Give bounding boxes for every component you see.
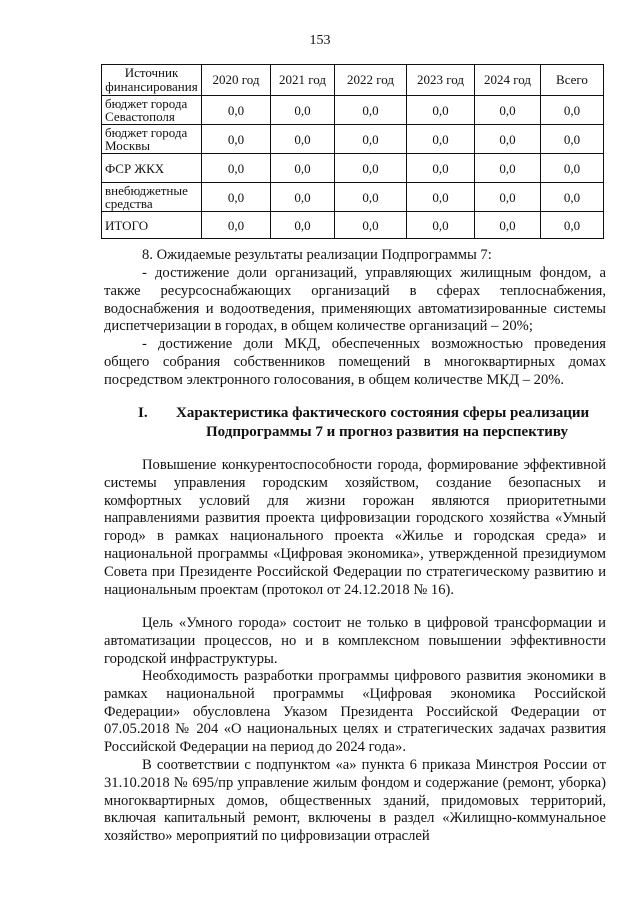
column-header: Всего (541, 65, 604, 96)
financing-table (101, 64, 604, 239)
column-header: Источник финансирования (102, 65, 202, 96)
section-8-title: 8. Ожидаемые результаты реализации Подпрограммы 7: (142, 247, 492, 263)
table-row-total (102, 212, 604, 239)
body-paragraph: Цель «Умного города» состоит не только в цифровой трансформации и автоматизации процессов, но и в комплексном повышении эффективности городской инфраструктуры. (104, 615, 606, 667)
value-cell: 0,0 (475, 154, 541, 183)
value-cell: 0,0 (335, 154, 407, 183)
expected-result-item: - достижение доли организаций, управляющих жилищным фондом, а также ресурсоснабжающих организаций в сферах теплоснабжения, водоснабжения и водоотведения, применяющих автоматизированные системы диспетчеризации в городах, в общем количестве организаций – 20%; (104, 265, 606, 335)
value-cell: 0,0 (475, 96, 541, 125)
section-title-line: Характеристика фактического состояния сферы реализации (176, 405, 590, 421)
body-paragraph: Повышение конкурентоспособности города, формирование эффективной системы управления городским хозяйством, создание безопасных и комфортных условий для жизни горожан являются приоритетными направлениями развития проекта цифровизации городского хозяйства «Умный город» в рамках национального проекта «Жилье и городская среда» и национальной программы «Цифровая экономика», утвержденной президиумом Совета при Президенте Российской Федерации по стратегическому развитию и национальным проектам (протокол от 24.12.2018 № 16). (104, 457, 606, 598)
expected-result-item: - достижение доли МКД, обеспеченных возможностью проведения общего собрания собственников помещений в многоквартирных домах посредством электронного голосования, в общем количестве МКД – 20%. (104, 336, 606, 388)
total-cell: 0,0 (541, 125, 604, 154)
value-cell: 0,0 (202, 125, 271, 154)
value-cell: 0,0 (407, 96, 475, 125)
total-cell: 0,0 (541, 212, 604, 239)
value-cell: 0,0 (407, 212, 475, 239)
table-row (102, 154, 604, 183)
value-cell: 0,0 (271, 183, 335, 212)
column-header: 2022 год (335, 65, 407, 96)
value-cell: 0,0 (407, 183, 475, 212)
value-cell: 0,0 (475, 212, 541, 239)
value-cell: 0,0 (202, 96, 271, 125)
column-header: 2024 год (475, 65, 541, 96)
value-cell: 0,0 (271, 96, 335, 125)
value-cell: 0,0 (202, 212, 271, 239)
total-cell: 0,0 (541, 96, 604, 125)
total-cell: 0,0 (541, 154, 604, 183)
source-cell: бюджет города Москвы (102, 125, 202, 154)
value-cell: 0,0 (335, 125, 407, 154)
body-paragraph: Необходимость разработки программы цифрового развития экономики в рамках национальной программы «Цифровая экономика Российской Федерации» обусловлена Указом Президента Российской Федерации от 07.05.2018 № 204 «О национальных целях и стратегических задачах развития Российской Федерации на период до 2024 года». (104, 668, 606, 756)
source-cell: бюджет города Севастополя (102, 96, 202, 125)
value-cell: 0,0 (475, 183, 541, 212)
value-cell: 0,0 (271, 125, 335, 154)
value-cell: 0,0 (271, 154, 335, 183)
value-cell: 0,0 (202, 154, 271, 183)
section-number: I. (138, 405, 148, 421)
page-number: 153 (309, 33, 331, 48)
value-cell: 0,0 (202, 183, 271, 212)
table-row (102, 125, 604, 154)
source-cell: ФСР ЖКХ (102, 154, 202, 183)
value-cell: 0,0 (407, 154, 475, 183)
table-header-row (102, 65, 604, 96)
table-row (102, 96, 604, 125)
section-title-line: Подпрограммы 7 и прогноз развития на перспективу (206, 424, 568, 440)
column-header: 2021 год (271, 65, 335, 96)
table-row (102, 183, 604, 212)
value-cell: 0,0 (475, 125, 541, 154)
value-cell: 0,0 (335, 183, 407, 212)
column-header: 2023 год (407, 65, 475, 96)
source-cell: внебюджетные средства (102, 183, 202, 212)
source-cell: ИТОГО (102, 212, 202, 239)
value-cell: 0,0 (335, 96, 407, 125)
value-cell: 0,0 (407, 125, 475, 154)
body-paragraph: В соответствии с подпунктом «а» пункта 6 приказа Минстроя России от 31.10.2018 № 695/пр управление жилым фондом и содержание (ремонт, уборка) многоквартирных домов, общественных зданий, придомовых территорий, включая капитальный ремонт, включены в раздел «Жилищно-коммунальное хозяйство» мероприятий по цифровизации отраслей (104, 757, 606, 845)
value-cell: 0,0 (271, 212, 335, 239)
column-header: 2020 год (202, 65, 271, 96)
total-cell: 0,0 (541, 183, 604, 212)
value-cell: 0,0 (335, 212, 407, 239)
